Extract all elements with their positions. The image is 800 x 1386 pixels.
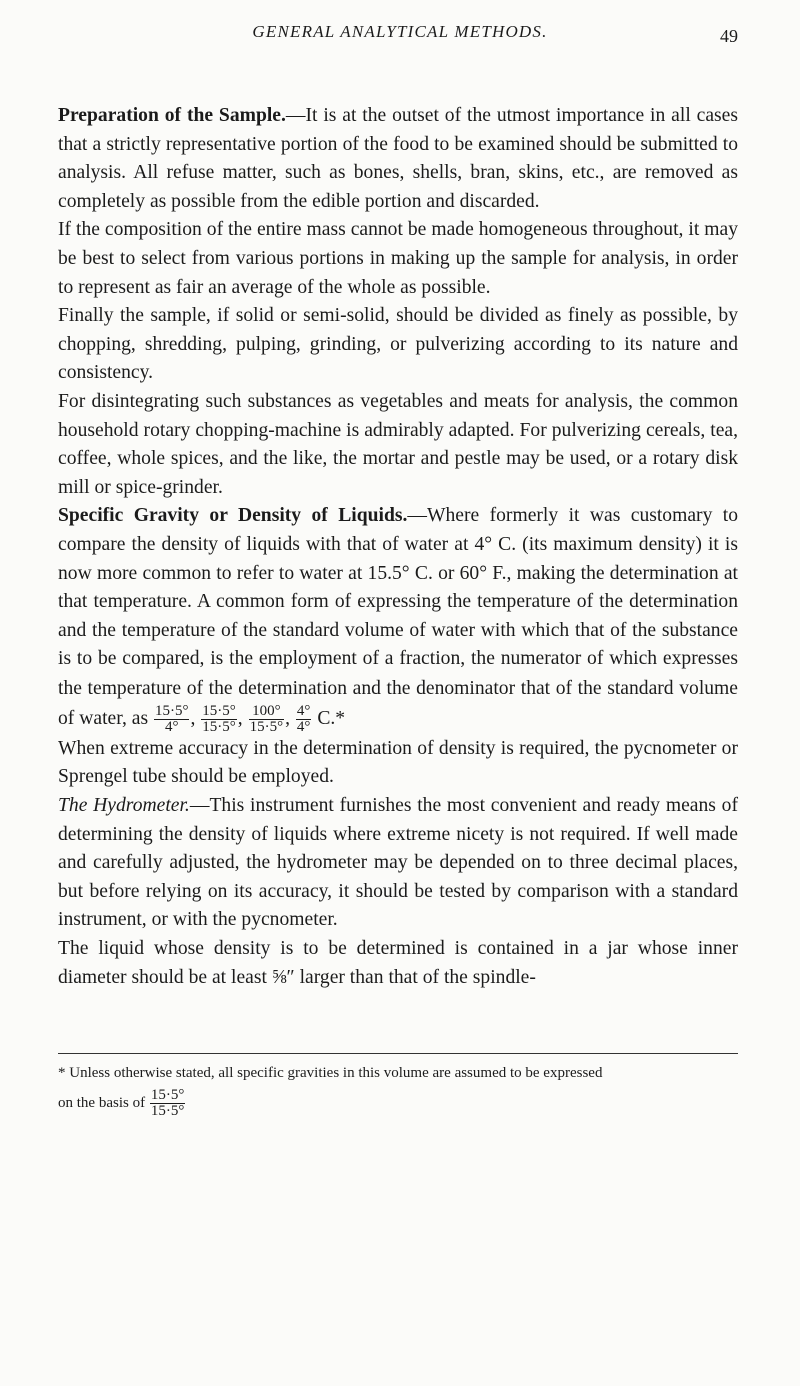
paragraph-preparation xyxy=(58,102,738,216)
paragraph-text: When extreme accuracy in the determination of density is required, the pycnometer or Sprengel tube should be employed. xyxy=(58,737,738,788)
page-number: 49 xyxy=(720,26,738,46)
paragraph-text: —Where formerly it was customary to compare the density of liquids with that of water at 4° C. (its maximum density) it is now more common to refer to water at 15.5° C. or 60° F., making the determination at that temperature. A common form of expressing the temperature of the determination and the temperature of the standard volume of water with which that of the substance is to be compared, is the employment of a fraction, the numerator of which expresses the temperature of the determination and the denominator xyxy=(58,505,739,699)
fraction-denominator: 15·5° xyxy=(249,718,284,735)
fraction-numerator: 15·5° xyxy=(154,702,189,719)
fraction-numerator: 15·5° xyxy=(150,1087,185,1103)
paragraph-hydrometer xyxy=(58,792,738,935)
fraction-numerator: 15·5° xyxy=(202,702,236,719)
footnote-basis xyxy=(58,1088,738,1119)
fraction-unit: C.* xyxy=(317,707,346,729)
paragraph-text: If the composition of the entire mass cannot be made homogeneous throughout, it may be best to select from various portions in making up the sample for analysis, in order to represent as fair an average of the whole as possible. xyxy=(58,219,738,298)
fraction-numerator: 100° xyxy=(249,704,285,720)
heading-hydrometer: The Hydrometer. xyxy=(58,795,190,817)
heading-preparation: Preparation of the Sample. xyxy=(58,105,286,126)
paragraph-text: The liquid whose density is to be determined is contained in a jar whose inner diameter should be at least ⅝″ larger than that of the spindle- xyxy=(58,938,738,988)
paragraph-text: —It is at the outset of the utmost importance in all cases that a strictly representative portion of the food to be examined should be submitted to analysis. All refuse matter, such as bones, shells, bran, skins, etc., are removed as completely as possible from the edible portion and discarded. xyxy=(58,105,738,212)
fraction-separator: , xyxy=(237,707,243,729)
fraction-intro: that of the standard volume of water, as xyxy=(58,677,738,729)
body-text xyxy=(58,102,738,992)
paragraph-jar xyxy=(58,935,738,992)
footnote-basis-prefix: on the basis of xyxy=(58,1094,146,1111)
fraction-numerator: 4° xyxy=(296,702,311,719)
fraction-denominator: 4° xyxy=(296,718,311,735)
paragraph-specific-gravity xyxy=(58,502,738,735)
footnote xyxy=(58,1062,738,1119)
fraction-denominator: 15·5° xyxy=(202,718,236,735)
fraction xyxy=(154,704,190,735)
footnote-divider xyxy=(58,1053,738,1054)
paragraph-accuracy xyxy=(58,735,738,792)
fraction-separator: , xyxy=(190,707,196,729)
fraction-denominator: 15·5° xyxy=(150,1103,185,1119)
footnote-text: * Unless otherwise stated, all specific gravities in this volume are assumed to be expressed xyxy=(58,1065,603,1081)
fraction xyxy=(296,704,312,735)
fraction xyxy=(249,704,285,735)
running-head: GENERAL ANALYTICAL METHODS. xyxy=(252,22,548,41)
fraction-denominator: 4° xyxy=(164,718,179,735)
paragraph-text: —This instrument furnishes the most convenient and ready means of determining the density of liquids where extreme nicety is not required. If well made and carefully adjusted, the hydrometer may be depended on to three decimal places, but before relying on its accuracy, it should be tested by comparison with a standard instrument, or with the pycnometer. xyxy=(58,795,739,931)
paragraph-text: For disintegrating such substances as vegetables and meats for analysis, the common household rotary chopping-machine is admirably adapted. For pulverizing cereals, tea, coffee, whole spices, and the like, the mortar and pestle may be used, or a rotary disk mill or spice-grinder. xyxy=(58,390,738,498)
fraction xyxy=(201,704,237,735)
paragraph-division xyxy=(58,302,738,388)
paragraph-disintegrating xyxy=(58,388,738,502)
paragraph-composition xyxy=(58,216,738,302)
fraction xyxy=(150,1088,186,1119)
paragraph-text: Finally the sample, if solid or semi-solid, should be divided as finely as possible, by chopping, shredding, pulping, grinding, or pulverizing according to its nature and consistency. xyxy=(58,305,738,384)
fraction-separator: , xyxy=(285,707,291,729)
heading-specific-gravity: Specific Gravity or Density of Liquids. xyxy=(58,505,408,527)
